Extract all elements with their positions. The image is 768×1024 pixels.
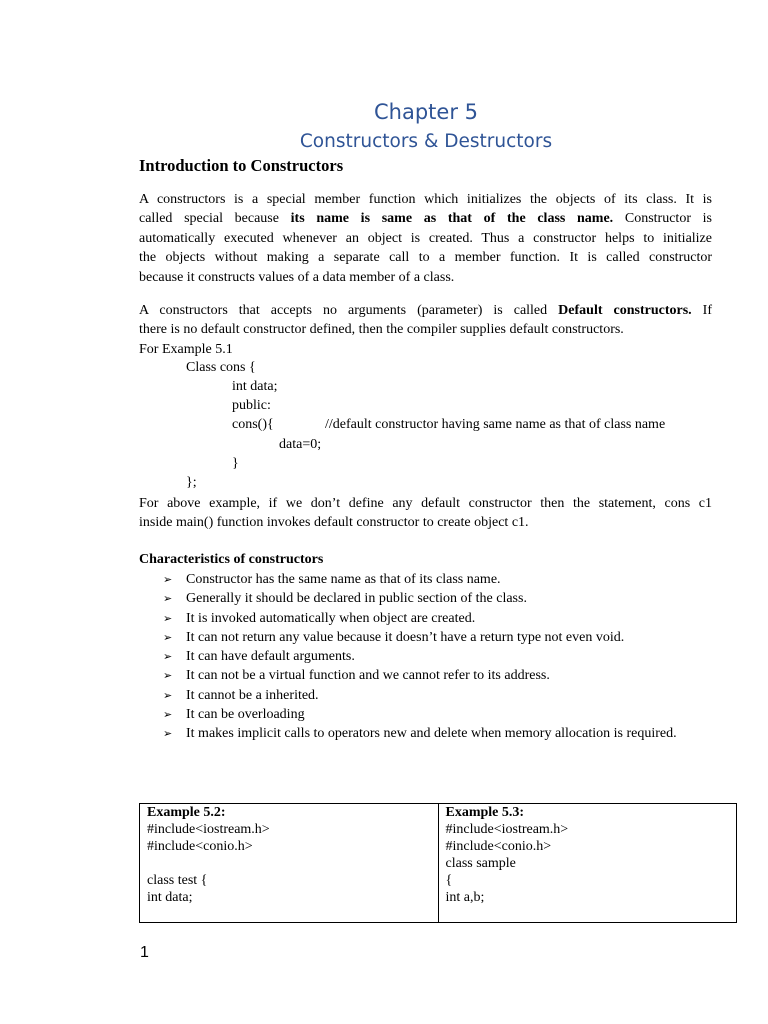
text-run: A constructors that accepts no arguments (parameter) is called <box>139 303 559 318</box>
characteristics-heading: Characteristics of constructors <box>139 552 324 567</box>
code-line: #include<iostream.h> <box>147 822 270 837</box>
list-item-text: It cannot be a inherited. <box>186 687 319 703</box>
arrow-bullet-icon: ➢ <box>163 727 173 741</box>
example-title: Example 5.3: <box>445 805 525 820</box>
list-item-text: It can be overloading <box>186 707 305 723</box>
arrow-bullet-icon: ➢ <box>163 611 173 625</box>
list-item-text: It is invoked automatically when object are created. <box>186 610 476 626</box>
code-line: Class cons { <box>186 360 256 375</box>
bold-text-run: its name is same as that of the class name. <box>290 211 614 227</box>
code-line: #include<conio.h> <box>147 839 253 854</box>
list-item <box>139 609 712 628</box>
code-line: } <box>232 456 239 471</box>
paragraph-line: For above example, if we don’t define any default constructor then the statement, cons c1 <box>139 496 712 511</box>
chapter-title: Chapter 5 <box>374 100 478 124</box>
paragraph-line: inside main() function invokes default constructor to create object c1. <box>139 515 529 531</box>
intro-paragraph <box>139 190 712 287</box>
code-line: }; <box>186 475 197 490</box>
list-item <box>139 724 712 743</box>
arrow-bullet-icon: ➢ <box>163 669 173 683</box>
code-line: #include<conio.h> <box>445 839 552 854</box>
list-item-text: It can not be a virtual function and we cannot refer to its address. <box>186 668 550 684</box>
text-run: called special because <box>139 211 291 227</box>
list-item-text: It can not return any value because it doesn’t have a return type not even void. <box>186 629 625 645</box>
code-line: data=0; <box>279 437 322 452</box>
arrow-bullet-icon: ➢ <box>163 688 173 702</box>
paragraph-line <box>139 301 712 320</box>
chapter-subtitle: Constructors & Destructors <box>299 131 553 152</box>
table-row <box>140 804 737 923</box>
table-cell-example-5-2 <box>140 804 439 923</box>
examples-table <box>139 803 737 923</box>
arrow-bullet-icon: ➢ <box>163 708 173 722</box>
code-line: #include<iostream.h> <box>445 822 569 837</box>
list-item-text: Generally it should be declared in public section of the class. <box>186 591 527 607</box>
example-title: Example 5.2: <box>147 805 226 820</box>
list-item <box>139 628 712 647</box>
list-item-text: It can have default arguments. <box>186 649 355 665</box>
code-line: int data; <box>147 890 193 905</box>
list-item <box>139 705 712 724</box>
section-heading-introduction: Introduction to Constructors <box>139 156 344 175</box>
paragraph-line: automatically executed whenever an object is created. Thus a constructor helps to initialize <box>139 230 712 246</box>
paragraph-line: because it constructs values of a data member of a class. <box>139 269 455 285</box>
arrow-bullet-icon: ➢ <box>163 592 173 606</box>
list-item-text: It makes implicit calls to operators new and delete when memory allocation is required. <box>186 726 677 742</box>
default-constructor-paragraph <box>139 301 712 359</box>
bold-text-run: Default constructors. <box>558 303 692 318</box>
page-number: 1 <box>140 944 149 961</box>
code-line: int a,b; <box>445 890 485 905</box>
code-line: { <box>445 873 453 888</box>
paragraph-line <box>139 209 712 228</box>
code-line: cons(){ <box>232 417 274 432</box>
characteristics-list <box>139 570 712 744</box>
list-item <box>139 589 712 608</box>
paragraph-line: A constructors is a special member function which initializes the objects of its class. It is <box>139 192 712 207</box>
list-item <box>139 647 712 666</box>
code-line: public: <box>232 398 271 413</box>
list-item-text: Constructor has the same name as that of its class name. <box>186 572 501 587</box>
code-comment: //default constructor having same name as that of class name <box>325 417 666 432</box>
list-item <box>139 686 712 705</box>
code-line <box>147 855 431 872</box>
text-run: Constructor is <box>613 211 712 227</box>
arrow-bullet-icon: ➢ <box>163 573 173 586</box>
paragraph-line: there is no default constructor defined, then the compiler supplies default constructors. <box>139 322 624 338</box>
paragraph-line: the objects without making a separate call to a member function. It is called constructor <box>139 250 712 266</box>
example-label: For Example 5.1 <box>139 341 233 357</box>
arrow-bullet-icon: ➢ <box>163 650 173 664</box>
arrow-bullet-icon: ➢ <box>163 630 173 644</box>
list-item <box>139 570 712 589</box>
text-run: If <box>691 303 712 318</box>
code-line: class sample <box>445 856 516 871</box>
explanation-paragraph <box>139 494 712 533</box>
code-line: class test { <box>147 873 208 888</box>
code-line: int data; <box>232 379 278 394</box>
list-item <box>139 666 712 685</box>
table-cell-example-5-3 <box>438 804 737 923</box>
